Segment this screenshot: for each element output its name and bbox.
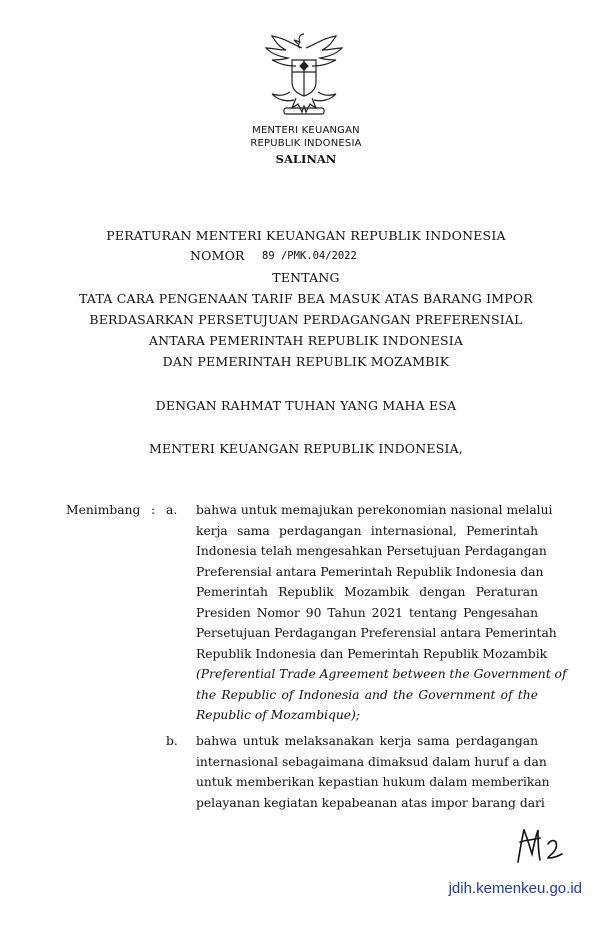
regulation-title: PERATURAN MENTERI KEUANGAN REPUBLIK INDONESIA [106, 228, 506, 243]
paragraph-line: pelayanan kegiatan kepabeanan atas impor barang dari [196, 795, 545, 810]
paragraph-line: the Republic of Indonesia and the Government of the [196, 687, 538, 702]
about-label: TENTANG [272, 270, 340, 285]
copy-label: SALINAN [275, 152, 337, 166]
paragraph-line: Persetujuan Perdagangan Preferensial antara Pemerintah [196, 626, 557, 640]
paragraph-line: internasional sebagaimana dimaksud dalam huruf a dan [196, 754, 547, 769]
paragraph-line: Presiden Nomor 90 Tahun 2021 tentang Pengesahan [196, 605, 538, 620]
minister-statement: MENTERI KEUANGAN REPUBLIK INDONESIA, [148, 441, 464, 456]
paragraph-line: Republic of Mozambique); [196, 708, 361, 722]
handwritten-initials [510, 826, 566, 866]
subject-line: DAN PEMERINTAH REPUBLIK MOZAMBIK [162, 354, 450, 369]
number-label: NOMOR [190, 248, 245, 263]
institution-line-1: MENTERI KEUANGAN [252, 125, 360, 136]
paragraph-line: bahwa untuk melaksanakan kerja sama perdagangan [196, 734, 538, 748]
item-marker-b: b. [166, 734, 178, 748]
considering-colon: : [151, 503, 156, 517]
paragraph-line: Preferensial antara Pemerintah Republik Indonesia dan [196, 564, 544, 579]
considering-label: Menimbang [66, 503, 141, 517]
subject-line: ANTARA PEMERINTAH REPUBLIK INDONESIA [148, 333, 464, 348]
subject-line: BERDASARKAN PERSETUJUAN PERDAGANGAN PREFERENSIAL [89, 312, 523, 327]
item-marker-a: a. [166, 503, 178, 517]
institution-line-2: REPUBLIK INDONESIA [250, 138, 362, 149]
paragraph-line: (Preferential Trade Agreement between the Government of [196, 667, 567, 681]
paragraph-line: Republik Indonesia dan Pemerintah Republik Mozambik [196, 646, 548, 661]
considering-item-b [196, 731, 550, 813]
paragraph-line: Indonesia telah mengesahkan Persetujuan Perdagangan [196, 544, 547, 558]
jdih-link[interactable]: jdih.kemenkeu.go.id [448, 880, 582, 897]
garuda-emblem-icon [262, 30, 346, 118]
considering-item-a [196, 500, 567, 726]
number-value: 89 /PMK.04/2022 [262, 250, 357, 262]
subject-line: TATA CARA PENGENAAN TARIF BEA MASUK ATAS BARANG IMPOR [79, 291, 533, 306]
institution-name [0, 124, 612, 150]
paragraph-line: Pemerintah Republik Mozambik dengan Peraturan [196, 585, 538, 599]
grace-statement: DENGAN RAHMAT TUHAN YANG MAHA ESA [155, 398, 457, 413]
paragraph-line: untuk memberikan kepastian hukum dalam memberikan [196, 775, 550, 789]
paragraph-line: kerja sama perdagangan internasional, Pemerintah [196, 523, 538, 538]
paragraph-line: bahwa untuk memajukan perekonomian nasional melalui [196, 503, 553, 517]
